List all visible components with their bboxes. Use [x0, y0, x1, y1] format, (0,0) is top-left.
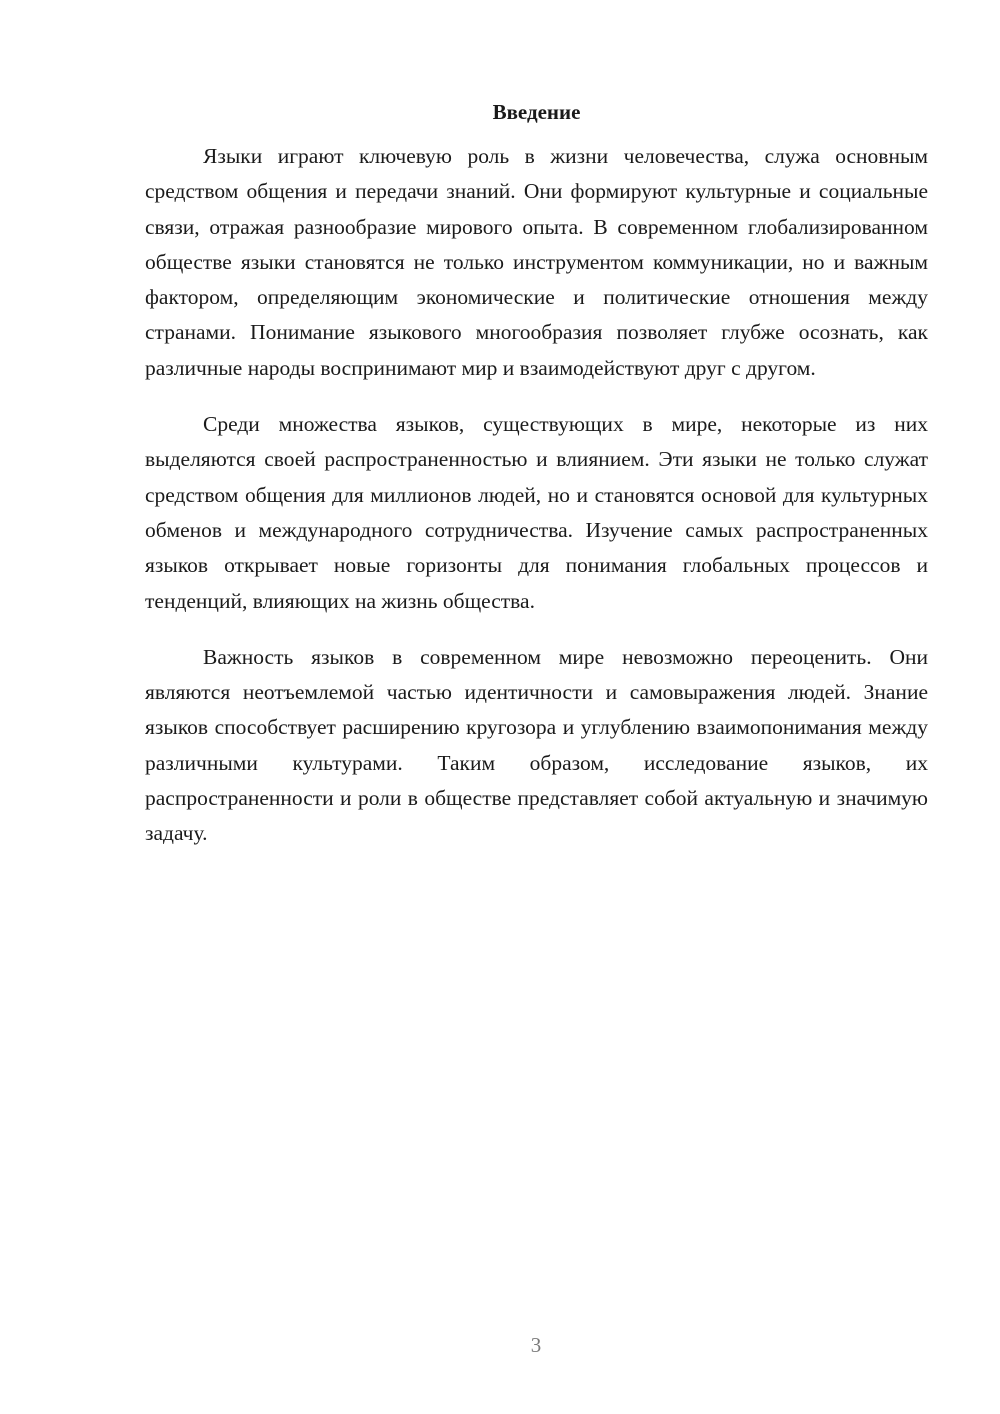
page-number: 3 — [530, 1333, 542, 1357]
paragraph-3: Важность языков в современном мире невозможно переоценить. Они являются неотъемлемой частью идентичности и самовыражения людей. Знание языков способствует расширению кругозора и углублению взаимопонимания между различными культурами. Таким образом, исследование языков, их распространенности и роли в обществе представляет собой актуальную и значимую задачу. — [145, 644, 928, 846]
paragraph-2: Среди множества языков, существующих в мире, некоторые из них выделяются своей распространенностью и влиянием. Эти языки не только служат средством общения для миллионов людей, но и становятся основой для культурных обменов и международного сотрудничества. Изучение самых распространенных языков открывает новые горизонты для понимания глобальных процессов и тенденций, влияющих на жизнь общества. — [145, 412, 928, 613]
page-content — [145, 98, 928, 873]
paragraph-1: Языки играют ключевую роль в жизни человечества, служа основным средством общения и передачи знаний. Они формируют культурные и социальные связи, отражая разнообразие мирового опыта. В современном глобализированном обществе языки становятся не только инструментом коммуникации, но и важным фактором, определяющим экономические и политические отношения между странами. Понимание языкового многообразия позволяет глубже осознать, как различные народы воспринимают мир и взаимодействуют друг с другом. — [145, 144, 928, 380]
page-title: Введение — [492, 100, 581, 124]
